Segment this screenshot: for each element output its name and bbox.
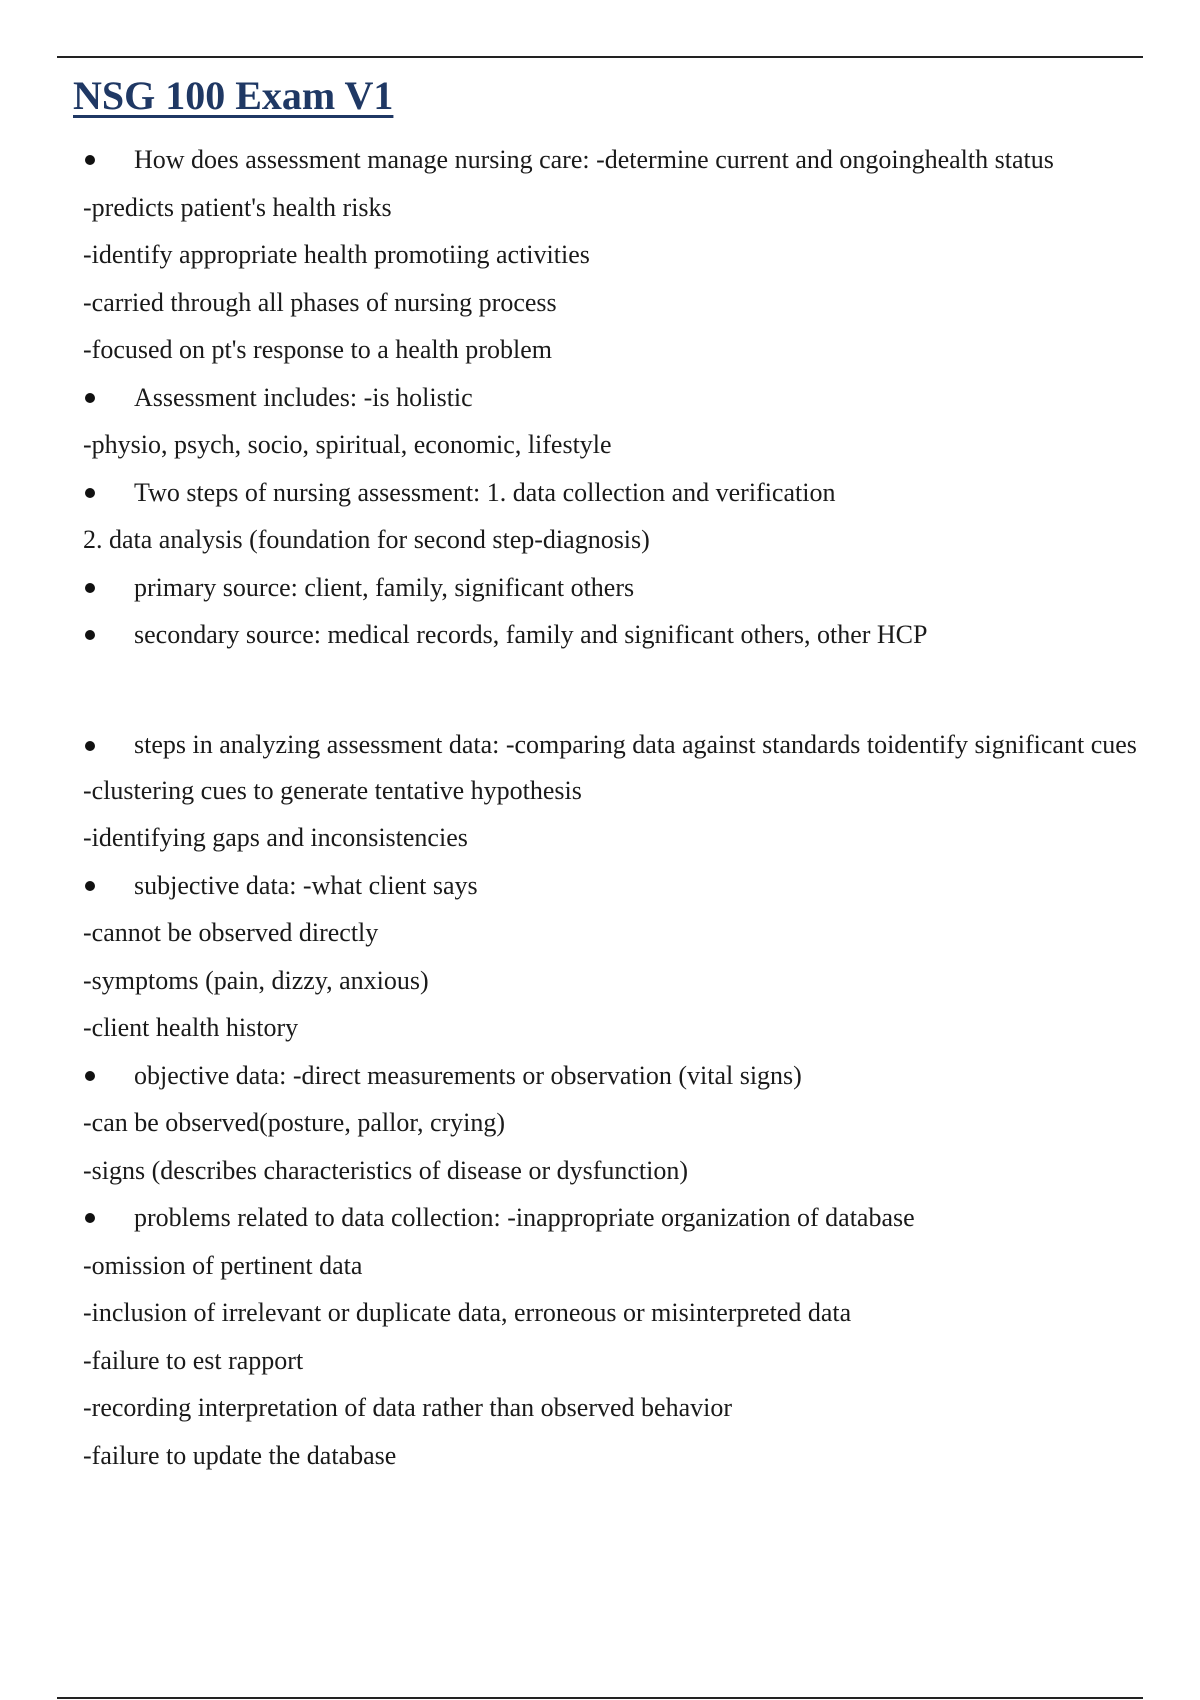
list-item: problems related to data collection: -inappropriate organization of database (83, 1202, 1143, 1234)
list-item: -client health history (83, 1013, 299, 1042)
list-item: subjective data: -what client says (83, 870, 1143, 902)
list-item: -recording interpretation of data rather than observed behavior (83, 1393, 732, 1422)
list-item: -symptoms (pain, dizzy, anxious) (83, 965, 429, 995)
list-item: -inclusion of irrelevant or duplicate data, erroneous or misinterpreted data (83, 1298, 852, 1327)
list-item: -cannot be observed directly (83, 918, 379, 947)
document-body (83, 144, 1143, 1487)
list-item: steps in analyzing assessment data: -comparing data against standards toidentify significant cues (83, 730, 1143, 760)
list-item: -can be observed(posture, pallor, crying) (83, 1108, 506, 1137)
list-item: -failure to update the database (83, 1440, 397, 1470)
list-item: 2. data analysis (foundation for second step-diagnosis) (83, 525, 650, 554)
list-item: Two steps of nursing assessment: 1. data collection and verification (83, 477, 1143, 509)
list-item: -focused on pt's response to a health problem (83, 335, 552, 364)
footer-rule (57, 1697, 1143, 1699)
list-item: Assessment includes: -is holistic (83, 382, 1143, 414)
list-item: objective data: -direct measurements or observation (vital signs) (83, 1060, 1143, 1092)
document-title: NSG 100 Exam V1 (73, 73, 394, 118)
list-item: -clustering cues to generate tentative hypothesis (83, 775, 582, 805)
list-item: primary source: client, family, significant others (83, 572, 1143, 604)
section-spacer (83, 667, 1143, 730)
list-item: -identifying gaps and inconsistencies (83, 823, 468, 852)
list-item: -physio, psych, socio, spiritual, economic, lifestyle (83, 430, 612, 459)
list-item: -carried through all phases of nursing process (83, 287, 557, 317)
list-item: -predicts patient's health risks (83, 192, 392, 222)
list-item: -failure to est rapport (83, 1345, 304, 1375)
list-item: -signs (describes characteristics of disease or dysfunction) (83, 1155, 689, 1185)
list-item: secondary source: medical records, family and significant others, other HCP (83, 619, 1143, 651)
list-item: -omission of pertinent data (83, 1250, 363, 1280)
list-item: -identify appropriate health promotiing activities (83, 240, 590, 269)
header-rule (57, 56, 1143, 58)
list-item: How does assessment manage nursing care: -determine current and ongoinghealth status (83, 144, 1143, 176)
